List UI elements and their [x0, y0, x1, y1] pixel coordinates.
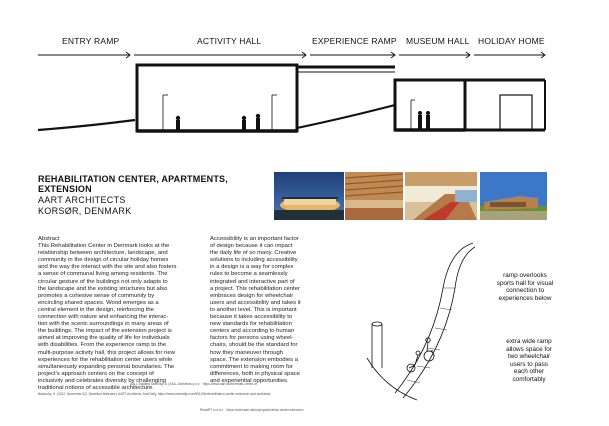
ramp-perspective-drawing [345, 228, 475, 403]
holiday-homes-exterior-photo [480, 172, 547, 220]
citation-line-1: AALL Building Sketchup ● | AALL Architects p.s.v. · https://www.aart.dk/en/rehab-center-dt [130, 382, 257, 386]
section-drawing [0, 0, 609, 145]
project-architect: AART ARCHITECTS [38, 195, 126, 205]
abstract-body: This Rehabilitation Center in Denmark looks at the relationship between architecture, landscape, and community in the design of circular holiday homes and the way the interact with the site and also fosters a sense of communal living among residents. The circular gesture of the buildings not only adapts to the landscape and the existing structures but also promotes a cohesive sense of community by encircling shared spaces. Wood emerges as a central element in the design, reinforcing the connection with nature and enhancing the interac- tion with the scenic surroundings in many areas of the buildings. The impact of the extension project is aimed at improving the quality of life for individuals with disabilities. From the experience ramp to the multi-purpose activity hall, this project allows for new experiences for the rehabilitation center users while simultaneously expanding personal boundaries. The project's approach centers on the concept of inclusivity and celebrates diversity by challenging traditional notions of accessible architecture. [38, 243, 177, 391]
holiday-home-section [465, 80, 545, 130]
section-diagram [0, 0, 609, 145]
activity-hall-interior-photo [405, 172, 477, 220]
zone-label-entry-ramp: ENTRY RAMP [62, 36, 120, 46]
accessibility-body: Accessibility is an important factor of design because it can impact the daily life of so many. Creative solutions to including accessibility in a design is a way for complex rules to become a seamlessly integrated and interactive part of a project. This rehabilitation center embraces design for wheelchair users and accessibility and takes it to another level. This is important because it takes accessibility to new standards for rehabilitation centers and according to human factors for persons using wheel- chairs, should be the standard for how they maneuver through space. The extension embodies a commitment to making room for differences, both in physical space and experiential opportunities. [210, 236, 301, 384]
activity-hall-section [137, 65, 297, 131]
accessibility-section [210, 236, 320, 385]
zone-label-museum-hall: MUSEUM HALL [406, 36, 470, 46]
project-title: REHABILITATION CENTER, APARTMENTS, EXTENSION [38, 174, 228, 194]
wood-ceiling-interior-photo [345, 172, 403, 220]
experience-ramp-slope [297, 105, 395, 128]
zone-arrows [38, 52, 545, 58]
hall-lamps [163, 95, 415, 130]
entry-ramp-slope [38, 120, 135, 130]
ramp-overlook-annotation: ramp overlooks sports hall for visual connection to experiences below [496, 272, 554, 302]
abstract-section [38, 236, 213, 392]
zone-label-experience-ramp: EXPERIENCE RAMP [312, 36, 397, 46]
project-location: KORSØR, DENMARK [38, 206, 132, 216]
zone-label-holiday-home: HOLIDAY HOME [478, 36, 545, 46]
wide-ramp-annotation: extra wide ramp allows space for two wheelchair users to pass each other comfortably [506, 338, 552, 383]
abstract-heading: Abstract [38, 236, 60, 242]
exterior-dusk-photo [274, 172, 344, 220]
citation-line-2: Bataouky, H. (2022, November 02). Modelled Materials | AART Architects. ArchDaily. https://www.archdaily.com/991196/rehabilitation-center-extension-aart-architects [38, 392, 271, 396]
project-title-block [38, 174, 268, 216]
citation-line-3: ReaART in s.s.v. · https://www.aart.dk/en/projects/rehab-center-extension [200, 408, 304, 412]
zone-label-activity-hall: ACTIVITY HALL [197, 36, 262, 46]
